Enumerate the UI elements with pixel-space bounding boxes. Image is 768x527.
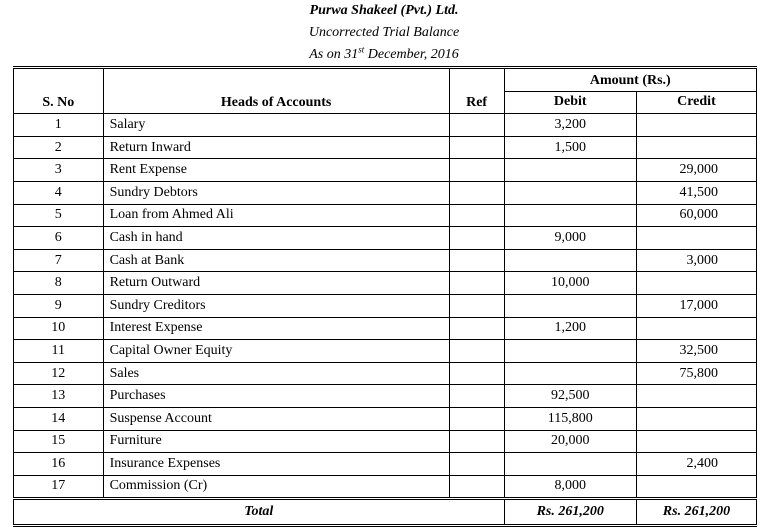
table-row [14,362,757,385]
row-credit: 41,500 [636,181,756,204]
row-ref [449,249,504,272]
row-debit: 92,500 [504,385,636,408]
row-head: Return Outward [103,272,449,295]
row-debit: 20,000 [504,430,636,453]
row-head: Salary [103,114,449,137]
row-ref [449,294,504,317]
row-head: Cash in hand [103,227,449,250]
row-head: Return Inward [103,136,449,159]
report-subtitle: Uncorrected Trial Balance [308,25,460,40]
row-head: Loan from Ahmed Ali [103,204,449,227]
row-ref [449,453,504,476]
row-sno: 17 [14,475,104,499]
report-date-prefix: As on 31 [309,47,359,62]
col-header-ref: Ref [449,68,504,114]
row-debit: 3,200 [504,114,636,137]
row-ref [449,475,504,499]
table-row [14,475,757,499]
row-head: Capital Owner Equity [103,340,449,363]
row-ref [449,407,504,430]
row-ref [449,204,504,227]
table-row [14,249,757,272]
report-date [0,46,768,64]
row-ref [449,317,504,340]
col-header-sno: S. No [14,68,104,114]
row-debit [504,453,636,476]
row-credit [636,385,756,408]
trial-balance-table [13,66,757,527]
table-body [14,114,757,499]
row-ref [449,362,504,385]
table-row [14,294,757,317]
row-ref [449,159,504,182]
row-credit [636,475,756,499]
row-credit [636,227,756,250]
table-row [14,453,757,476]
row-ref [449,114,504,137]
row-head: Purchases [103,385,449,408]
row-sno: 8 [14,272,104,295]
col-header-heads: Heads of Accounts [103,68,449,114]
row-ref [449,385,504,408]
row-credit: 32,500 [636,340,756,363]
row-sno: 14 [14,407,104,430]
col-header-credit: Credit [636,91,756,114]
row-debit: 115,800 [504,407,636,430]
row-credit [636,272,756,295]
table-row [14,340,757,363]
row-credit: 2,400 [636,453,756,476]
row-debit [504,340,636,363]
row-head: Interest Expense [103,317,449,340]
row-sno: 10 [14,317,104,340]
company-name: Purwa Shakeel (Pvt.) Ltd. [309,3,459,18]
row-sno: 9 [14,294,104,317]
row-credit: 29,000 [636,159,756,182]
row-debit [504,181,636,204]
row-ref [449,136,504,159]
table-row [14,272,757,295]
table-row [14,114,757,137]
col-header-amount: Amount (Rs.) [504,68,756,92]
row-debit [504,249,636,272]
row-sno: 1 [14,114,104,137]
table-row [14,385,757,408]
table-row [14,227,757,250]
table-row [14,430,757,453]
header-row-1 [14,68,757,92]
row-credit [636,317,756,340]
total-credit: Rs. 261,200 [636,499,756,526]
row-sno: 6 [14,227,104,250]
row-ref [449,227,504,250]
row-debit [504,294,636,317]
row-sno: 15 [14,430,104,453]
table-row [14,204,757,227]
row-debit [504,204,636,227]
row-debit: 9,000 [504,227,636,250]
report-date-ordinal: st [358,44,365,55]
row-sno: 11 [14,340,104,363]
row-head: Suspense Account [103,407,449,430]
row-head: Insurance Expenses [103,453,449,476]
row-debit [504,362,636,385]
row-debit [504,159,636,182]
row-ref [449,340,504,363]
table-row [14,407,757,430]
row-sno: 4 [14,181,104,204]
row-debit: 8,000 [504,475,636,499]
row-sno: 3 [14,159,104,182]
row-sno: 12 [14,362,104,385]
row-credit [636,430,756,453]
table-row [14,181,757,204]
row-credit: 60,000 [636,204,756,227]
row-head: Rent Expense [103,159,449,182]
row-credit [636,407,756,430]
row-ref [449,181,504,204]
row-credit: 75,800 [636,362,756,385]
row-head: Sundry Creditors [103,294,449,317]
table-row [14,317,757,340]
total-debit: Rs. 261,200 [504,499,636,526]
row-credit: 3,000 [636,249,756,272]
table-row [14,159,757,182]
row-ref [449,272,504,295]
row-credit [636,136,756,159]
row-sno: 16 [14,453,104,476]
row-debit: 10,000 [504,272,636,295]
row-debit: 1,500 [504,136,636,159]
row-sno: 5 [14,204,104,227]
total-row [14,499,757,526]
report-date-suffix: December, 2016 [364,47,459,62]
row-sno: 2 [14,136,104,159]
row-ref [449,430,504,453]
row-credit [636,114,756,137]
row-head: Furniture [103,430,449,453]
row-debit: 1,200 [504,317,636,340]
total-label: Total [14,499,505,526]
row-sno: 13 [14,385,104,408]
row-credit: 17,000 [636,294,756,317]
row-head: Sundry Debtors [103,181,449,204]
table-row [14,136,757,159]
col-header-debit: Debit [504,91,636,114]
row-head: Sales [103,362,449,385]
row-head: Cash at Bank [103,249,449,272]
row-sno: 7 [14,249,104,272]
row-head: Commission (Cr) [103,475,449,499]
